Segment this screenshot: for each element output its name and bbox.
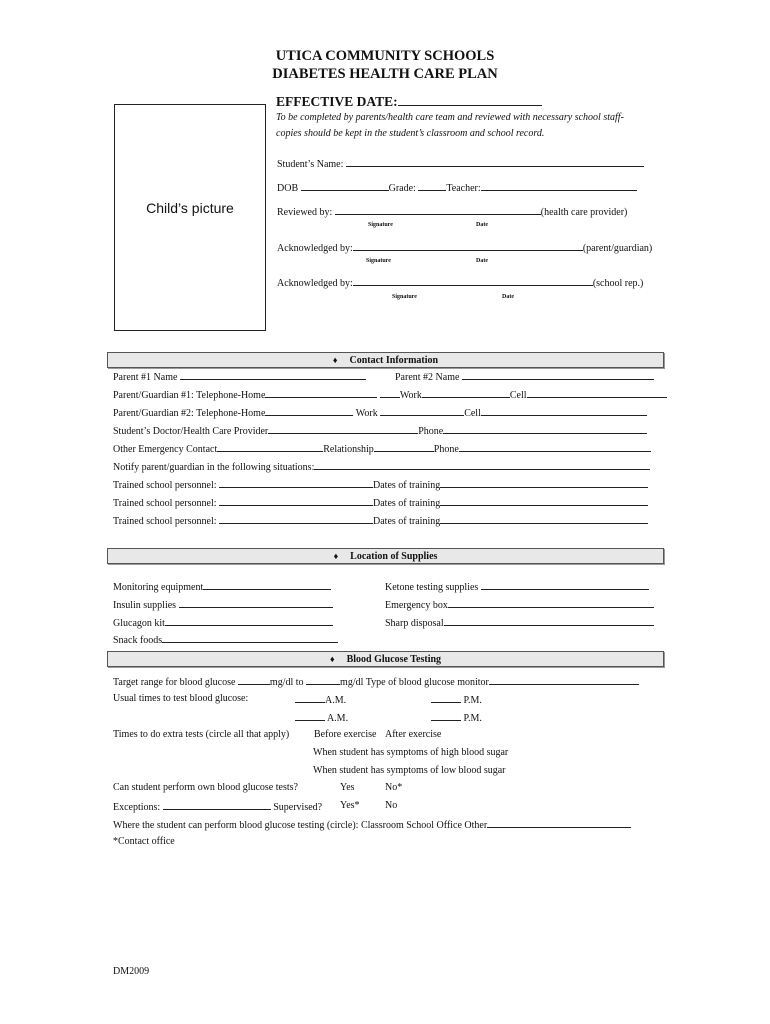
- parent1-name-label: Parent #1 Name: [113, 372, 178, 383]
- reviewed-by-label: Reviewed by:: [277, 207, 333, 218]
- pm-blank[interactable]: [431, 711, 461, 721]
- emergency-contact-row: [113, 442, 651, 456]
- date-caption-2: Date: [476, 258, 488, 264]
- date-caption-3: Date: [502, 294, 514, 300]
- grade-blank[interactable]: [418, 181, 446, 191]
- doctor-label: Student’s Doctor/Health Care Provider: [113, 426, 269, 437]
- notify-label: Notify parent/guardian in the following situations:: [113, 462, 315, 473]
- insulin-supplies-field[interactable]: [113, 598, 333, 612]
- diamond-bullet-icon: ♦: [332, 355, 338, 365]
- supervised-no[interactable]: No: [385, 800, 398, 811]
- testing-location-row: [113, 818, 631, 832]
- dates-of-training-blank[interactable]: [440, 514, 648, 524]
- option-school-office[interactable]: School Office: [406, 820, 462, 831]
- relationship-blank[interactable]: [374, 442, 434, 452]
- student-name-label: Student’s Name:: [277, 159, 344, 170]
- pm-label: P.M.: [463, 695, 482, 706]
- dob-label: DOB: [277, 183, 299, 194]
- supervised-label: Supervised?: [273, 802, 323, 813]
- pg1-cell-label: Cell: [509, 390, 527, 401]
- child-picture-label: Child’s picture: [146, 200, 234, 216]
- pg2-cell-label: Cell: [464, 408, 481, 419]
- usual-time-pm-1[interactable]: [431, 693, 482, 707]
- sharp-disposal-label: Sharp disposal: [385, 618, 444, 629]
- acknowledged-parent-field[interactable]: [277, 241, 652, 255]
- target-high-blank[interactable]: [306, 675, 340, 685]
- notify-blank[interactable]: [314, 460, 650, 470]
- monitoring-equipment-field[interactable]: [113, 580, 331, 594]
- target-low-blank[interactable]: [238, 675, 270, 685]
- dates-of-training-label: Dates of training: [373, 480, 441, 491]
- option-low-blood-sugar[interactable]: When student has symptoms of low blood sugar: [313, 765, 506, 776]
- acknowledged-parent-blank[interactable]: [353, 241, 583, 251]
- option-before-exercise[interactable]: Before exercise: [314, 729, 377, 740]
- pg1-work-pre-blank[interactable]: [380, 388, 400, 398]
- acknowledged-school-field[interactable]: [277, 276, 643, 290]
- pg2-work-label: Work: [355, 408, 378, 419]
- diamond-bullet-icon: ♦: [329, 654, 335, 664]
- doctor-row: [113, 424, 647, 438]
- pg1-home-label: Parent/Guardian #1: Telephone-Home: [113, 390, 266, 401]
- monitoring-equipment-blank[interactable]: [203, 580, 331, 590]
- dates-of-training-label: Dates of training: [373, 498, 441, 509]
- exceptions-row: [113, 800, 322, 814]
- parent2-name-label: Parent #2 Name: [395, 372, 460, 383]
- relationship-label: Relationship: [323, 444, 374, 455]
- trained-personnel-row-3: [113, 514, 648, 528]
- pg2-home-label: Parent/Guardian #2: Telephone-Home: [113, 408, 266, 419]
- am-blank[interactable]: [295, 693, 325, 703]
- blood-glucose-testing-header: [107, 651, 664, 667]
- pg1-work-blank[interactable]: [422, 388, 510, 398]
- parent-guardian2-phone-row: [113, 406, 647, 420]
- glucagon-kit-label: Glucagon kit: [113, 618, 165, 629]
- student-name-field[interactable]: [277, 157, 644, 171]
- exceptions-label: Exceptions:: [113, 802, 161, 813]
- trained-personnel-blank[interactable]: [219, 478, 373, 488]
- emergency-box-field[interactable]: [385, 598, 654, 612]
- pg1-work-label: Work: [399, 390, 422, 401]
- target-range-row: [113, 675, 639, 689]
- trained-personnel-blank[interactable]: [219, 514, 373, 524]
- monitor-type-blank[interactable]: [489, 675, 639, 685]
- location-of-supplies-header: [107, 548, 664, 564]
- acknowledged-school-blank[interactable]: [353, 276, 593, 286]
- emergency-contact-blank[interactable]: [217, 442, 323, 452]
- pm-blank[interactable]: [431, 693, 461, 703]
- effective-date-label: EFFECTIVE DATE:: [276, 94, 398, 109]
- dates-of-training-blank[interactable]: [440, 478, 648, 488]
- reviewed-by-blank[interactable]: [335, 205, 541, 215]
- dob-blank[interactable]: [301, 181, 389, 191]
- testing-location-label: Where the student can perform blood glucose testing (circle):: [113, 820, 359, 831]
- date-caption-1: Date: [476, 222, 488, 228]
- dob-grade-teacher-row: [277, 181, 637, 195]
- acknowledged-parent-label: Acknowledged by:: [277, 243, 353, 254]
- parent-guardian1-phone-row: [113, 388, 667, 402]
- usual-time-am-2[interactable]: [295, 711, 348, 725]
- form-code: DM2009: [113, 966, 150, 977]
- instruction-note-line1: To be completed by parents/health care team and reviewed with necessary school staff-: [276, 112, 624, 123]
- exceptions-blank[interactable]: [163, 800, 271, 810]
- glucagon-kit-blank[interactable]: [165, 616, 333, 626]
- instruction-note-line2: copies should be kept in the student’s classroom and school record.: [276, 128, 545, 139]
- pg2-cell-blank[interactable]: [481, 406, 647, 416]
- document-title-line2: DIABETES HEALTH CARE PLAN: [272, 66, 498, 82]
- ketone-supplies-label: Ketone testing supplies: [385, 582, 479, 593]
- snack-foods-field[interactable]: [113, 633, 338, 647]
- usual-time-am-1[interactable]: [295, 693, 346, 707]
- contact-information-title: Contact Information: [349, 355, 439, 366]
- insulin-supplies-blank[interactable]: [179, 598, 333, 608]
- doctor-phone-blank[interactable]: [443, 424, 647, 434]
- effective-date-field[interactable]: [276, 94, 542, 110]
- signature-caption-2: Signature: [366, 258, 391, 264]
- blood-glucose-testing-title: Blood Glucose Testing: [346, 654, 442, 665]
- pg1-cell-blank[interactable]: [527, 388, 667, 398]
- usual-times-label: Usual times to test blood glucose:: [113, 693, 249, 704]
- sharp-disposal-blank[interactable]: [444, 616, 654, 626]
- contact-information-header: [107, 352, 664, 368]
- snack-foods-label: Snack foods: [113, 635, 163, 646]
- teacher-label: Teacher:: [446, 183, 481, 194]
- teacher-blank[interactable]: [481, 181, 637, 191]
- location-of-supplies-title: Location of Supplies: [350, 551, 438, 562]
- mgdl-to-label: mg/dl to: [269, 677, 304, 688]
- monitor-type-label: Type of blood glucose monitor: [365, 677, 489, 688]
- can-perform-yes[interactable]: Yes: [340, 782, 355, 793]
- notify-row: [113, 460, 650, 474]
- am-label: A.M.: [326, 713, 349, 724]
- option-after-exercise[interactable]: After exercise: [385, 729, 442, 740]
- usual-time-pm-2[interactable]: [431, 711, 482, 725]
- pm-label: P.M.: [463, 713, 482, 724]
- target-range-label: Target range for blood glucose: [113, 677, 236, 688]
- signature-caption-3: Signature: [392, 294, 417, 300]
- effective-date-blank[interactable]: [398, 94, 542, 106]
- extra-tests-label: Times to do extra tests (circle all that apply): [113, 729, 290, 740]
- document-title-line1: UTICA COMMUNITY SCHOOLS: [275, 48, 495, 64]
- acknowledged-school-label: Acknowledged by:: [277, 278, 353, 289]
- ketone-supplies-blank[interactable]: [481, 580, 649, 590]
- trained-personnel-label: Trained school personnel:: [113, 498, 217, 509]
- emergency-phone-label: Phone: [433, 444, 459, 455]
- option-high-blood-sugar[interactable]: When student has symptoms of high blood sugar: [313, 747, 509, 758]
- parent-guardian-label: (parent/guardian): [582, 243, 653, 254]
- parent2-name-blank[interactable]: [462, 370, 654, 380]
- trained-personnel-label: Trained school personnel:: [113, 516, 217, 527]
- can-perform-label: Can student perform own blood glucose tests?: [113, 782, 298, 793]
- option-classroom[interactable]: Classroom: [360, 820, 404, 831]
- pg1-home-blank[interactable]: [265, 388, 377, 398]
- am-blank[interactable]: [295, 711, 325, 721]
- trained-personnel-label: Trained school personnel:: [113, 480, 217, 491]
- dates-of-training-blank[interactable]: [440, 496, 648, 506]
- supervised-yes[interactable]: Yes*: [340, 800, 360, 811]
- parent2-name-field[interactable]: [395, 370, 654, 384]
- emergency-box-blank[interactable]: [448, 598, 654, 608]
- dates-of-training-label: Dates of training: [373, 516, 441, 527]
- pg2-work-blank[interactable]: [380, 406, 464, 416]
- signature-caption-1: Signature: [368, 222, 393, 228]
- trained-personnel-row-2: [113, 496, 648, 510]
- parent1-name-field[interactable]: [113, 370, 366, 384]
- doctor-phone-label: Phone: [418, 426, 444, 437]
- monitoring-equipment-label: Monitoring equipment: [113, 582, 204, 593]
- trained-personnel-blank[interactable]: [219, 496, 373, 506]
- emergency-box-label: Emergency box: [385, 600, 448, 611]
- pg2-home-blank[interactable]: [265, 406, 353, 416]
- am-label: A.M.: [325, 695, 347, 706]
- option-other[interactable]: Other: [464, 820, 488, 831]
- contact-office-note: *Contact office: [113, 836, 175, 847]
- ketone-supplies-field[interactable]: [385, 580, 649, 594]
- parent1-name-blank[interactable]: [180, 370, 366, 380]
- emergency-contact-label: Other Emergency Contact: [113, 444, 218, 455]
- health-care-provider-label: (health care provider): [540, 207, 628, 218]
- grade-label: Grade:: [388, 183, 416, 194]
- child-picture-box[interactable]: [114, 104, 266, 331]
- school-rep-label: (school rep.): [592, 278, 644, 289]
- can-perform-no[interactable]: No*: [385, 782, 403, 793]
- trained-personnel-row-1: [113, 478, 648, 492]
- sharp-disposal-field[interactable]: [385, 616, 654, 630]
- student-name-blank[interactable]: [346, 157, 644, 167]
- snack-foods-blank[interactable]: [162, 633, 338, 643]
- glucagon-kit-field[interactable]: [113, 616, 333, 630]
- insulin-supplies-label: Insulin supplies: [113, 600, 177, 611]
- doctor-blank[interactable]: [268, 424, 418, 434]
- emergency-phone-blank[interactable]: [459, 442, 651, 452]
- reviewed-by-field[interactable]: [277, 205, 627, 219]
- diamond-bullet-icon: ♦: [333, 551, 339, 561]
- other-location-blank[interactable]: [487, 818, 631, 828]
- mgdl-label: mg/dl: [340, 677, 364, 688]
